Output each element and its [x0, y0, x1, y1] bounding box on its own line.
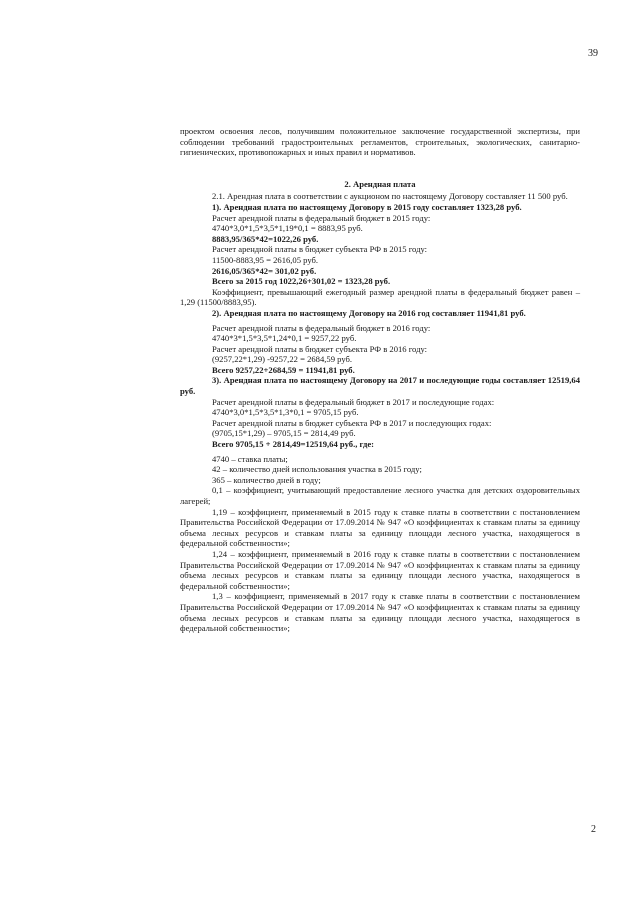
paragraph: 4740*3,0*1,5*3,5*1,19*0,1 = 8883,95 руб.	[212, 223, 363, 234]
paragraph: 4740 – ставка платы;	[212, 453, 288, 464]
paragraph: 3). Арендная плата по настоящему Договору на 2017 и последующие годы составляет 12519,64 руб.	[180, 375, 580, 397]
page-number-bottom: 2	[591, 824, 596, 835]
paragraph: 2). Арендная плата по настоящему Договору на 2016 год составляет 11941,81 руб.	[212, 307, 526, 318]
paragraph: 2.1. Арендная плата в соответствии с аукционом по настоящему Договору составляет 11 500 руб.	[212, 191, 568, 202]
paragraph: Всего 9257,22+2684,59 = 11941,81 руб.	[212, 364, 355, 375]
paragraph: Всего 9705,15 + 2814,49=12519,64 руб., где:	[212, 439, 375, 450]
paragraph: 4740*3*1,5*3,5*1,24*0,1 = 9257,22 руб.	[212, 333, 357, 344]
paragraph: Расчет арендной платы в бюджет субъекта РФ в 2016 году:	[212, 343, 428, 354]
paragraph: (9257,22*1,29) -9257,22 = 2684,59 руб.	[212, 354, 353, 365]
paragraph: Коэффициент, превышающий ежегодный размер арендной платы в федеральный бюджет равен – 1,29 (11500/8883,95).	[180, 286, 580, 308]
paragraph: 1). Арендная плата по настоящему Договору в 2015 году составляет 1323,28 руб.	[212, 201, 522, 212]
section-heading: 2. Арендная плата	[344, 178, 416, 189]
paragraph: Расчет арендной платы в бюджет субъекта РФ в 2015 году:	[212, 244, 428, 255]
paragraph: Расчет арендной платы в федеральный бюджет в 2016 году:	[212, 322, 431, 333]
paragraph: 8883,95/365*42=1022,26 руб.	[212, 233, 319, 244]
paragraph: проектом освоения лесов, получившим положительное заключение государственной экспертизы, при соблюдении требований градостроительных регламентов, строительных, экологических, санитарно-гигиенических, противопожарных и иных правил и нормативов.	[180, 126, 580, 158]
paragraph: 4740*3,0*1,5*3,5*1,3*0,1 = 9705,15 руб.	[212, 407, 359, 418]
paragraph: 11500-8883,95 = 2616,05 руб.	[212, 254, 319, 265]
page-number-top: 39	[588, 48, 598, 59]
paragraph: 1,3 – коэффициент, применяемый в 2017 году к ставке платы в соответствии с постановлением Правительства Российской Федерации от 17.09.2014 № 947 «О коэффициентах к ставкам платы за единицу объема лесных ресурсов и ставкам платы за единицу площади лесного участка, находящегося в федеральной собственности»;	[180, 591, 580, 634]
paragraph: 42 – количество дней использования участка в 2015 году;	[212, 464, 422, 475]
paragraph: Расчет арендной платы в федеральный бюджет в 2015 году:	[212, 212, 431, 223]
paragraph: 0,1 – коэффициент, учитывающий предоставление лесного участка для детских оздоровительных лагерей;	[180, 485, 580, 506]
paragraph: 1,24 – коэффициент, применяемый в 2016 году к ставке платы в соответствии с постановлением Правительства Российской Федерации от 17.09.2014 № 947 «О коэффициентах к ставкам платы за единицу объема лесных ресурсов и ставкам платы за единицу площади лесного участка, находящегося в федеральной собственности»;	[180, 548, 580, 591]
paragraph: 1,19 – коэффициент, применяемый в 2015 году к ставке платы в соответствии с постановлением Правительства Российской Федерации от 17.09.2014 № 947 «О коэффициентах к ставкам платы за единицу объема лесных ресурсов и ставкам платы за единицу площади лесного участка, находящегося в федеральной собственности»;	[180, 506, 580, 549]
paragraph: 365 – количество дней в году;	[212, 474, 321, 485]
paragraph: Всего за 2015 год 1022,26+301,02 = 1323,28 руб.	[212, 276, 391, 287]
paragraph: 2616,05/365*42= 301,02 руб.	[212, 265, 317, 276]
paragraph: (9705,15*1,29) – 9705,15 = 2814,49 руб.	[212, 428, 356, 439]
paragraph: Расчет арендной платы в бюджет субъекта РФ в 2017 и последующих годах:	[212, 417, 492, 428]
document-body	[180, 126, 580, 634]
paragraph: Расчет арендной платы в федеральный бюджет в 2017 и последующие годах:	[212, 396, 495, 407]
